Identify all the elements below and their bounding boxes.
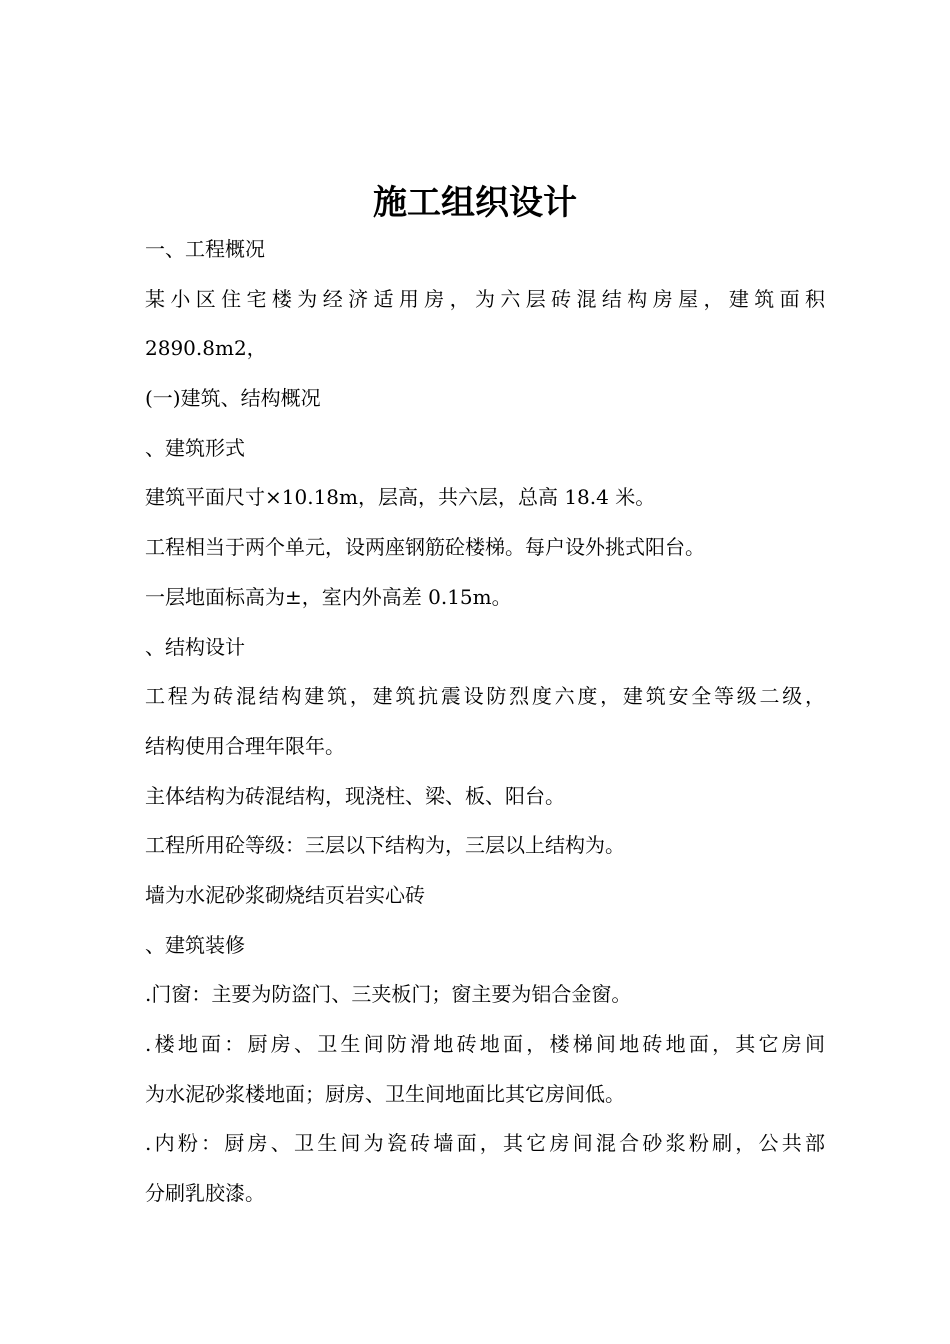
paragraph-line: (一)建筑、结构概况 xyxy=(145,386,321,411)
paragraph-line: 、结构设计 xyxy=(145,634,245,659)
paragraph-line: 一层地面标高为±，室内外高差 0.15m。 xyxy=(145,584,512,609)
paragraph-line: .楼地面：厨房、卫生间防滑地砖地面，楼梯间地砖地面，其它房间 xyxy=(145,1032,825,1056)
document-title: 施工组织设计 xyxy=(373,183,577,223)
paragraph-line: 2890.8m2， xyxy=(145,336,267,361)
document-body xyxy=(145,225,825,1219)
paragraph-line: 、建筑形式 xyxy=(145,435,245,460)
paragraph-line: 一、工程概况 xyxy=(145,237,265,261)
paragraph-line: 为水泥砂浆楼地面；厨房、卫生间地面比其它房间低。 xyxy=(145,1081,625,1106)
paragraph-line: 、建筑装修 xyxy=(145,932,245,957)
paragraph-line: .内粉：厨房、卫生间为瓷砖墙面，其它房间混合砂浆粉刷，公共部 xyxy=(145,1131,825,1156)
paragraph-line: 建筑平面尺寸×10.18m，层高，共六层，总高 18.4 米。 xyxy=(145,485,656,510)
paragraph-line: 工程相当于两个单元，设两座钢筋砼楼梯。每户设外挑式阳台。 xyxy=(145,535,705,560)
paragraph-line: 工程所用砼等级：三层以下结构为，三层以上结构为。 xyxy=(145,833,625,858)
paragraph-line: 主体结构为砖混结构，现浇柱、梁、板、阳台。 xyxy=(145,783,565,808)
paragraph-line: 工程为砖混结构建筑，建筑抗震设防烈度六度，建筑安全等级二级， xyxy=(145,684,825,709)
paragraph-line: 结构使用合理年限年。 xyxy=(145,733,345,758)
paragraph-line: 某小区住宅楼为经济适用房，为六层砖混结构房屋，建筑面积 xyxy=(145,286,825,311)
paragraph-line: .门窗：主要为防盗门、三夹板门；窗主要为铝合金窗。 xyxy=(145,982,632,1007)
paragraph-line: 分刷乳胶漆。 xyxy=(145,1181,265,1206)
paragraph-line: 墙为水泥砂浆砌烧结页岩实心砖 xyxy=(145,882,425,907)
